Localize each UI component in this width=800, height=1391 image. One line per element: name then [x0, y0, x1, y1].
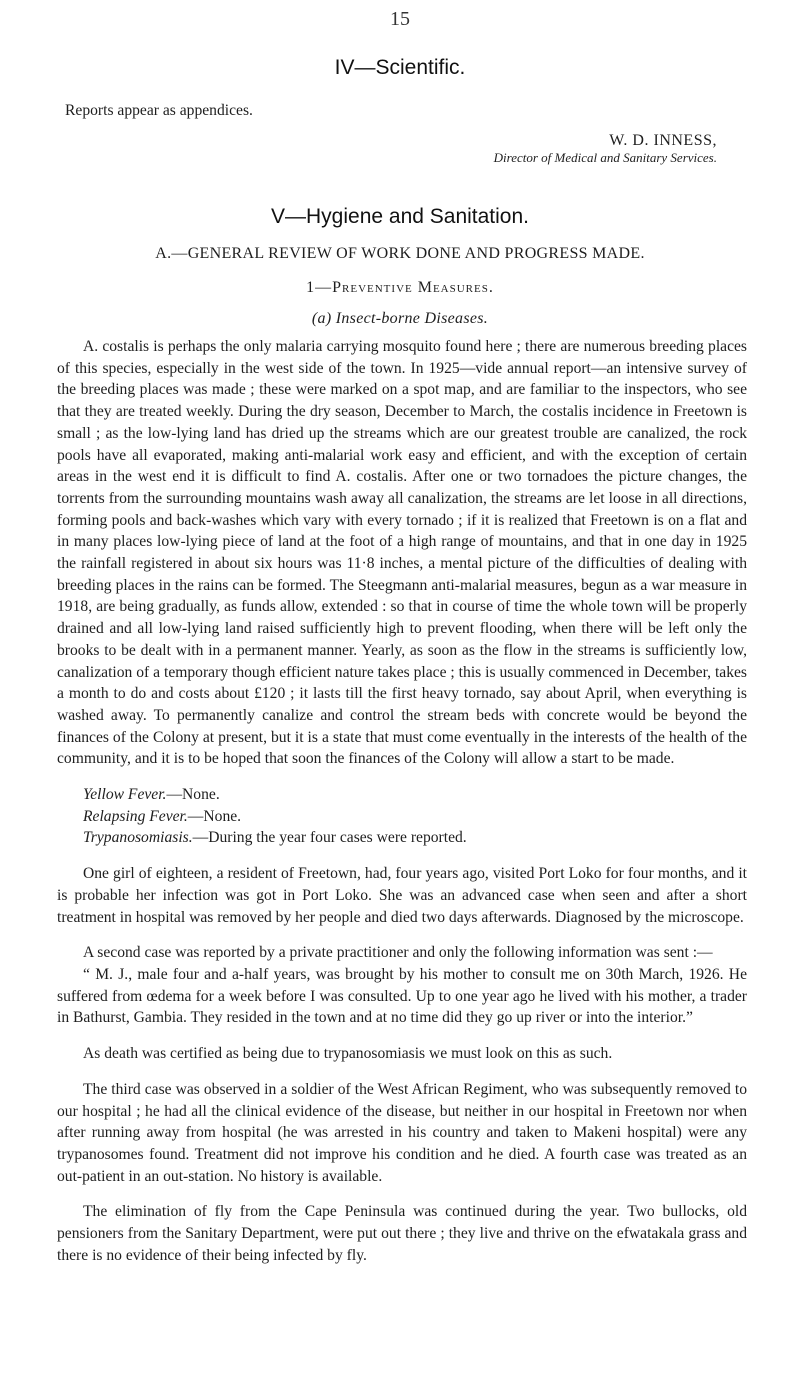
signatory-name: W. D. INNESS,: [609, 132, 717, 149]
section-iv-body: [57, 100, 747, 122]
paragraph-third-case: The third case was observed in a soldier of the West African Regiment, who was subsequently removed to our hospital ; he had all the clinical evidence of the disease, but neither in our hospital in Freetown nor when after running away from hospital (he was arrested in his country and taken to Makeni hospital) were any trypanosomes found. Treatment did not improve his condition and he died. A fourth case was treated as an out-patient in an out-station. No history is available.: [57, 1080, 747, 1185]
trypanosomiasis-label: Trypanosomiasis.: [83, 829, 193, 847]
signature-block: [494, 132, 717, 166]
section-iv-text: Reports appear as appendices.: [65, 102, 253, 119]
yellow-fever-text: —None.: [166, 786, 220, 804]
subsection-1-heading: 1—Preventive Measures.: [306, 279, 494, 296]
trypanosomiasis-line: [57, 827, 747, 849]
yellow-fever-line: [57, 784, 747, 806]
paragraph-second-case: A second case was reported by a private practitioner and only the following information was sent :—: [83, 944, 713, 962]
relapsing-fever-label: Relapsing Fever.: [83, 807, 188, 825]
relapsing-fever-line: [57, 806, 747, 828]
paragraph-girl: One girl of eighteen, a resident of Freetown, had, four years ago, visited Port Loko for four months, and it is probable her infection was got in Port Loko. She was an advanced case when seen and after a short treatment in hospital was removed by her people and died two days afterwards. Diagnosed by the microscope.: [57, 865, 747, 926]
trypanosomiasis-text: —During the year four cases were reported.: [192, 829, 467, 847]
subsection-1a-heading: (a) Insect-borne Diseases.: [311, 310, 489, 327]
paragraph-costalis: A. costalis is perhaps the only malaria carrying mosquito found here ; there are numerous breeding places of this species, especially in the west side of the town. In 1925—vide annual report—an intensive survey of the breeding places was made ; these were marked on a spot map, and are familiar to the inspectors, who see that they are treated weekly. During the dry season, December to March, the costalis incidence in Freetown is small ; as the low-lying land has dried up the streams which are our greatest trouble are canalized, the rock pools have all evaporated, making anti-malarial work easy and efficient, and with the exception of certain areas in the west end it is difficult to find A. costalis. After one or two tornadoes the picture changes, the torrents from the surrounding mountains wash away all canalization, the streams are let loose in all directions, forming pools and back-washes which vary with every tornado ; if it is realized that Freetown is on a flat and in many places low-lying piece of land at the foot of a high range of mountains, and that in one day in 1925 the rainfall registered in about six hours was 11·8 inches, a mental picture of the difficulties of dealing with breeding places in the rains can be formed. The Steegmann anti-malarial measures, begun as a war measure in 1918, are being gradually, as funds allow, extended : so that in course of time the whole town will be properly drained and all low-lying land raised sufficiently high to prevent flooding, when there will be left only the brooks to be dealt with in a permanent manner. Yearly, as soon as the flow in the streams is sufficiently low, canalization of a temporary though efficient nature takes place ; this is usually commenced in December, takes a month to do and costs about £120 ; it lasts till the first heavy tornado, say about April, when everything is washed away. To permanently canalize and control the stream beds with concrete would be beyond the finances of the Colony at present, but it is a state that must come eventually in the interests of the health of the community, and it is to be hoped that soon the finances of the Colony will allow a start to be made.: [57, 338, 747, 768]
main-body: [57, 336, 747, 1266]
paragraph-fly: The elimination of fly from the Cape Peninsula was continued during the year. Two bullocks, old pensioners from the Sanitary Department, were put out there ; they live and thrive on the efwatakala grass and there is no evidence of their being infected by fly.: [57, 1203, 747, 1264]
section-v-heading: V—Hygiene and Sanitation.: [271, 205, 529, 228]
paragraph-death: As death was certified as being due to trypanosomiasis we must look on this as such.: [83, 1045, 613, 1063]
yellow-fever-label: Yellow Fever.: [83, 786, 167, 804]
quoted-report: “ M. J., male four and a-half years, was brought by his mother to consult me on 30th March, 1926. He suffered from œdema for a week before I was consulted. Up to one year ago he lived with his mother, a trader in Bathurst, Gambia. They resided in the town and at no time did they go up river or into the interior.”: [57, 965, 747, 1027]
subsection-a-heading: A.—GENERAL REVIEW OF WORK DONE AND PROGRESS MADE.: [155, 245, 645, 262]
page-number: 15: [390, 8, 410, 30]
relapsing-fever-text: —None.: [187, 807, 242, 825]
signatory-title: Director of Medical and Sanitary Services.: [493, 150, 717, 165]
section-iv-heading: IV—Scientific.: [334, 56, 466, 79]
